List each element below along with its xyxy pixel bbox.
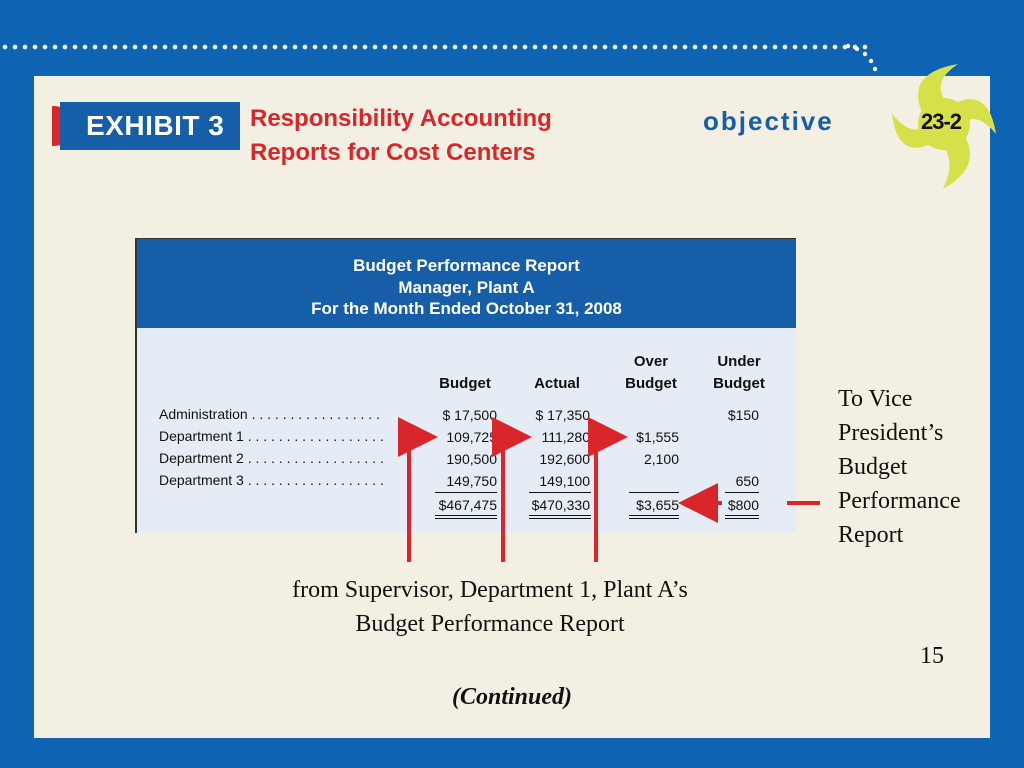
vp-note-line: Report bbox=[838, 522, 904, 548]
row-label: Administration . . . . . . . . . . . . . . . . . bbox=[159, 406, 380, 422]
col-over-line2: Budget bbox=[625, 375, 677, 392]
continued-label: (Continued) bbox=[451, 684, 573, 710]
exhibit-label: EXHIBIT 3 bbox=[60, 102, 240, 150]
row-under: $150 bbox=[727, 407, 759, 423]
row-budget: 109,725 bbox=[446, 429, 497, 445]
col-under-line2: Budget bbox=[713, 375, 765, 392]
row-budget: 190,500 bbox=[446, 451, 497, 467]
col-under-line1: Under bbox=[717, 353, 761, 370]
vp-note-line: President’s bbox=[838, 420, 944, 446]
col-over-line1: Over bbox=[633, 353, 669, 370]
arrow-over bbox=[596, 437, 620, 562]
row-label: Department 2 . . . . . . . . . . . . . . . . . . bbox=[159, 450, 384, 466]
col-budget: Budget bbox=[439, 375, 491, 392]
row-under: 650 bbox=[735, 473, 759, 489]
row-actual: 111,280 bbox=[541, 429, 590, 445]
total-over: $3,655 bbox=[636, 497, 679, 513]
report-period: For the Month Ended October 31, 2008 bbox=[311, 299, 622, 318]
page-number: 15 bbox=[920, 643, 944, 669]
row-actual: 149,100 bbox=[539, 473, 590, 489]
total-budget: $467,475 bbox=[438, 497, 497, 513]
vp-note-line: Performance bbox=[838, 488, 961, 514]
row-over: $1,555 bbox=[636, 429, 679, 445]
objective-number: 23-2 bbox=[921, 109, 962, 134]
title-line-2: Reports for Cost Centers bbox=[250, 139, 536, 166]
arrow-budget bbox=[409, 437, 430, 562]
row-budget: $ 17,500 bbox=[442, 407, 497, 423]
vp-note-line: To Vice bbox=[838, 386, 913, 412]
report-subtitle: Manager, Plant A bbox=[398, 277, 535, 297]
objective-label: objective bbox=[703, 106, 834, 136]
row-actual: $ 17,350 bbox=[535, 407, 590, 423]
report-title: Budget Performance Report bbox=[353, 256, 580, 275]
supervisor-note-line: from Supervisor, Department 1, Plant A’s bbox=[292, 577, 688, 603]
col-actual: Actual bbox=[534, 375, 580, 392]
arrow-actual bbox=[503, 437, 524, 562]
row-label: Department 1 . . . . . . . . . . . . . . . . . . bbox=[159, 428, 384, 444]
row-budget: 149,750 bbox=[446, 473, 497, 489]
supervisor-note-line: Budget Performance Report bbox=[355, 611, 625, 637]
title-line-1: Responsibility Accounting bbox=[250, 105, 552, 132]
row-label: Department 3 . . . . . . . . . . . . . . . . . . bbox=[159, 472, 384, 488]
supervisor-note bbox=[240, 573, 740, 641]
total-actual: $470,330 bbox=[531, 497, 590, 513]
total-under: $800 bbox=[727, 497, 759, 513]
vp-note bbox=[838, 382, 961, 552]
vp-note-line: Budget bbox=[838, 454, 908, 480]
row-over: 2,100 bbox=[643, 451, 679, 467]
row-actual: 192,600 bbox=[539, 451, 590, 467]
